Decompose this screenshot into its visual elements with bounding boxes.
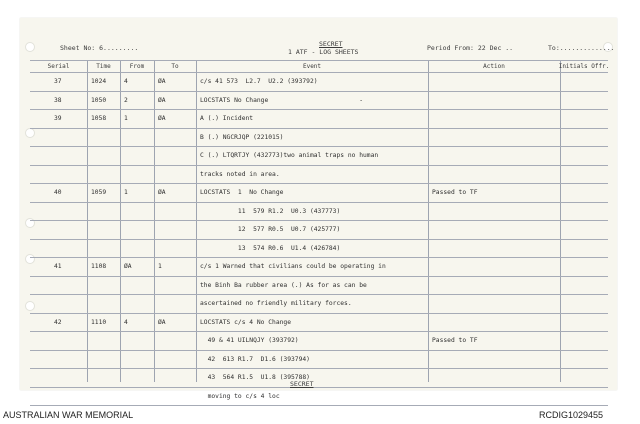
- row-rule: [30, 313, 608, 314]
- period-from: Period From: 22 Dec ..: [427, 44, 514, 52]
- table-cell-action: Passed to TF: [432, 189, 478, 196]
- table-cell-time: 1110: [91, 318, 107, 326]
- archive-id: RCDIG1029455: [539, 410, 604, 420]
- log-table: [30, 60, 610, 400]
- table-cell-serial: 37: [54, 78, 62, 85]
- row-rule: [30, 276, 608, 277]
- row-rule: [30, 387, 608, 388]
- table-cell-from: 4: [124, 318, 128, 326]
- sheet-title: 1 ATF - LOG SHEETS: [288, 48, 359, 56]
- table-cell-to: ØA: [158, 318, 166, 326]
- table-cell-serial: 39: [54, 115, 62, 122]
- table-cell-to: ØA: [158, 78, 166, 85]
- table-cell-event: A (.) Incident: [200, 115, 254, 122]
- row-rule: [30, 239, 608, 240]
- table-cell-to: ØA: [158, 115, 166, 122]
- row-rule: [30, 165, 608, 166]
- row-rule: [30, 109, 608, 110]
- table-cell-from: 2: [124, 96, 128, 104]
- row-rule: [30, 91, 608, 92]
- top-rule: [30, 60, 608, 61]
- row-rule: [30, 368, 608, 369]
- table-cell-event: LOCSTATS c/s 4 No Change: [200, 318, 291, 326]
- table-cell-to: 1: [158, 263, 162, 270]
- table-cell-time: 1058: [91, 115, 107, 122]
- table-cell-event: 49 & 41 UILNQJY (393792): [200, 337, 299, 344]
- column-header: Initials Offr.: [558, 63, 610, 70]
- table-cell-event: B (.) NGCRJQP (221015): [200, 133, 284, 141]
- table-cell-time: 1059: [91, 189, 107, 196]
- table-cell-to: ØA: [158, 189, 166, 196]
- table-cell-event: LOCSTATS 1 No Change: [200, 189, 284, 196]
- row-rule: [30, 146, 608, 147]
- table-cell-from: 4: [124, 78, 128, 85]
- table-cell-serial: 40: [54, 189, 62, 196]
- row-rule: [30, 294, 608, 295]
- table-cell-event: LOCSTATS No Change -: [200, 96, 364, 104]
- row-rule: [30, 183, 608, 184]
- column-header: Action: [483, 63, 505, 70]
- table-cell-event: c/s 1 Warned that civilians could be operating in: [200, 263, 386, 270]
- table-cell-event: ascertained no friendly military forces.: [200, 300, 352, 307]
- table-cell-serial: 42: [54, 318, 62, 326]
- table-cell-time: 1024: [91, 78, 107, 85]
- row-rule: [30, 350, 608, 351]
- period-to: To:..............: [548, 44, 615, 52]
- table-cell-event: 11 579 R1.2 U0.3 (437773): [200, 207, 341, 215]
- table-cell-from: 1: [124, 189, 128, 196]
- column-header: Event: [302, 63, 322, 70]
- table-cell-action: Passed to TF: [432, 337, 478, 344]
- row-rule: [30, 220, 608, 221]
- table-cell-event: 43 564 R1.5 U1.8 (395788): [200, 374, 310, 381]
- table-cell-serial: 38: [54, 96, 62, 104]
- archive-credit: AUSTRALIAN WAR MEMORIAL: [3, 410, 134, 420]
- log-sheet-card: [20, 18, 617, 400]
- table-cell-to: ØA: [158, 96, 166, 104]
- column-header: To: [171, 63, 179, 70]
- table-cell-event: 42 613 R1.7 D1.6 (393794): [200, 355, 310, 363]
- column-header: From: [129, 63, 145, 70]
- classification-header: SECRET: [319, 40, 343, 48]
- table-cell-serial: 41: [54, 263, 62, 270]
- table-cell-from: ØA: [124, 263, 132, 270]
- table-cell-time: 1050: [91, 96, 107, 104]
- table-cell-event: c/s 41 573 L2.7 U2.2 (393792): [200, 78, 318, 85]
- sheet-number: Sheet No: 6.........: [60, 44, 139, 52]
- punch-hole: [25, 42, 35, 52]
- table-cell-event: moving to c/s 4 loc: [200, 392, 280, 400]
- table-cell-event: the Binh Ba rubber area (.) As for as can be: [200, 281, 367, 289]
- column-header: Serial: [47, 63, 70, 70]
- table-cell-event: tracks noted in area.: [200, 170, 280, 178]
- row-rule: [30, 331, 608, 332]
- table-cell-from: 1: [124, 115, 128, 122]
- row-rule: [30, 202, 608, 203]
- classification-footer: SECRET: [290, 380, 314, 388]
- table-cell-event: C (.) LTQRTJY (432773)two animal traps no human: [200, 152, 379, 159]
- row-rule: [30, 128, 608, 129]
- table-cell-event: 13 574 R0.6 U1.4 (426784): [200, 244, 341, 252]
- row-rule: [30, 405, 608, 406]
- table-cell-time: 1108: [91, 263, 107, 270]
- table-cell-event: 12 577 R0.5 U0.7 (425777): [200, 226, 341, 233]
- row-rule: [30, 257, 608, 258]
- header-rule: [30, 72, 608, 73]
- column-header: Time: [96, 63, 111, 70]
